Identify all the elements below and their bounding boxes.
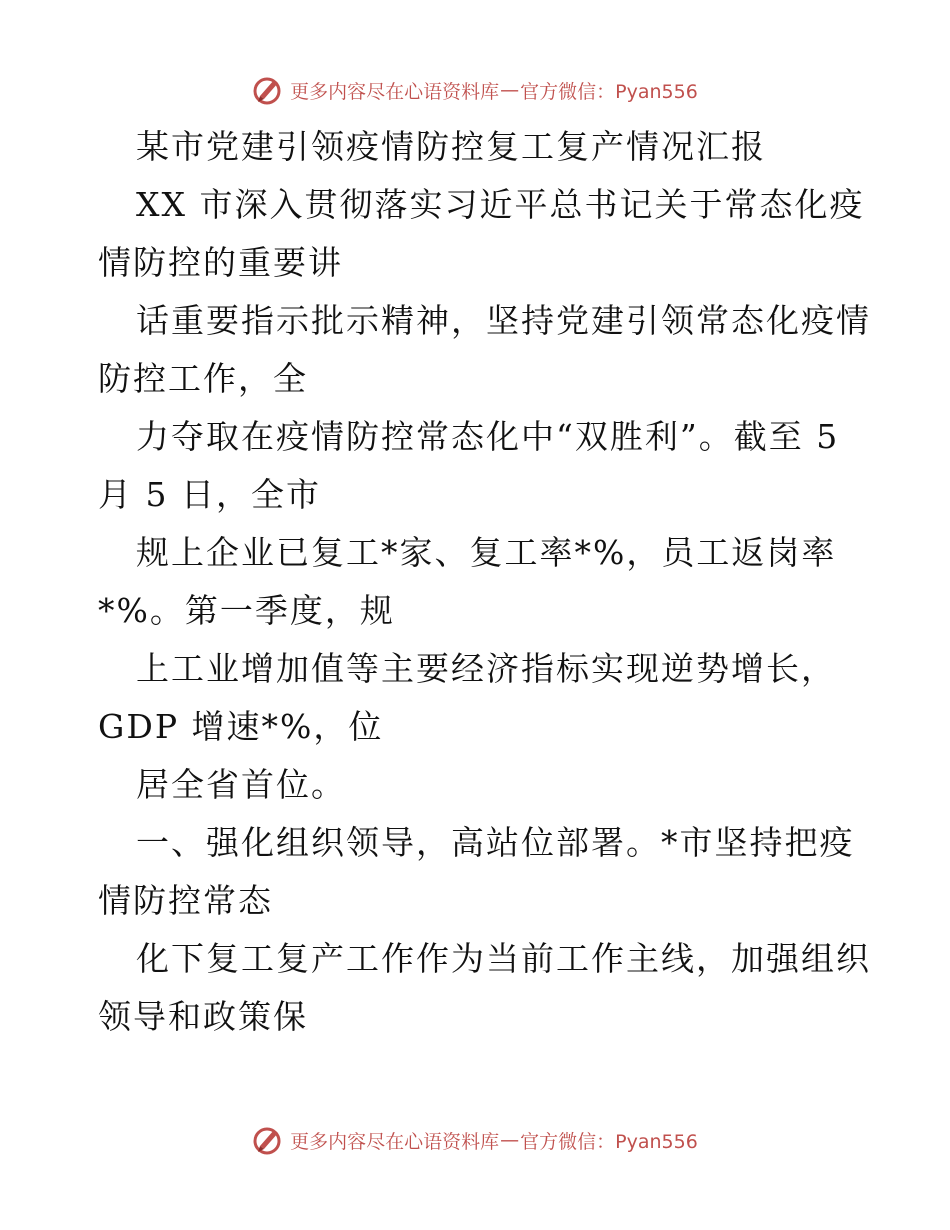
watermark-dash: — [500, 79, 520, 101]
pen-circle-logo-icon [252, 1124, 284, 1156]
paragraph-line: 力夺取在疫情防控常态化中“双胜利”。截至 5 [136, 417, 840, 456]
paragraph-line: *%。第一季度，规 [98, 591, 395, 630]
watermark-wechat-text: 官方微信：Pyan556 [520, 1130, 698, 1153]
section-heading-line: 一、强化组织领导，高站位部署。*市坚持把疫 [136, 823, 855, 862]
paragraph-line: XX 市深入贯彻落实习近平总书记关于常态化疫 [136, 185, 865, 224]
paragraph-line: 话重要指示批示精神，坚持党建引领常态化疫情 [136, 301, 871, 340]
watermark-wechat-text: 官方微信：Pyan556 [520, 80, 698, 103]
watermark-main-text: 更多内容尽在心语资料库 [290, 80, 500, 103]
footer-watermark [0, 1120, 950, 1160]
watermark-dash: — [500, 1129, 520, 1151]
paragraph-line: 居全省首位。 [136, 765, 346, 804]
paragraph-line: 防控工作，全 [98, 359, 308, 398]
pen-circle-logo-icon [252, 74, 284, 106]
paragraph-line: 情防控的重要讲 [98, 243, 343, 282]
paragraph-line: 月 5 日，全市 [98, 475, 321, 514]
watermark-main-text: 更多内容尽在心语资料库 [290, 1130, 500, 1153]
paragraph-line: 情防控常态 [98, 881, 273, 920]
header-watermark [0, 70, 950, 110]
document-title: 某市党建引领疫情防控复工复产情况汇报 [136, 127, 766, 166]
document-body [98, 118, 871, 1046]
paragraph-line: GDP 增速*%，位 [98, 707, 384, 746]
paragraph-line: 上工业增加值等主要经济指标实现逆势增长， [136, 649, 836, 688]
paragraph-line: 规上企业已复工*家、复工率*%，员工返岗率 [136, 533, 837, 572]
paragraph-line: 化下复工复产工作作为当前工作主线，加强组织 [136, 939, 871, 978]
paragraph-line: 领导和政策保 [98, 997, 308, 1036]
